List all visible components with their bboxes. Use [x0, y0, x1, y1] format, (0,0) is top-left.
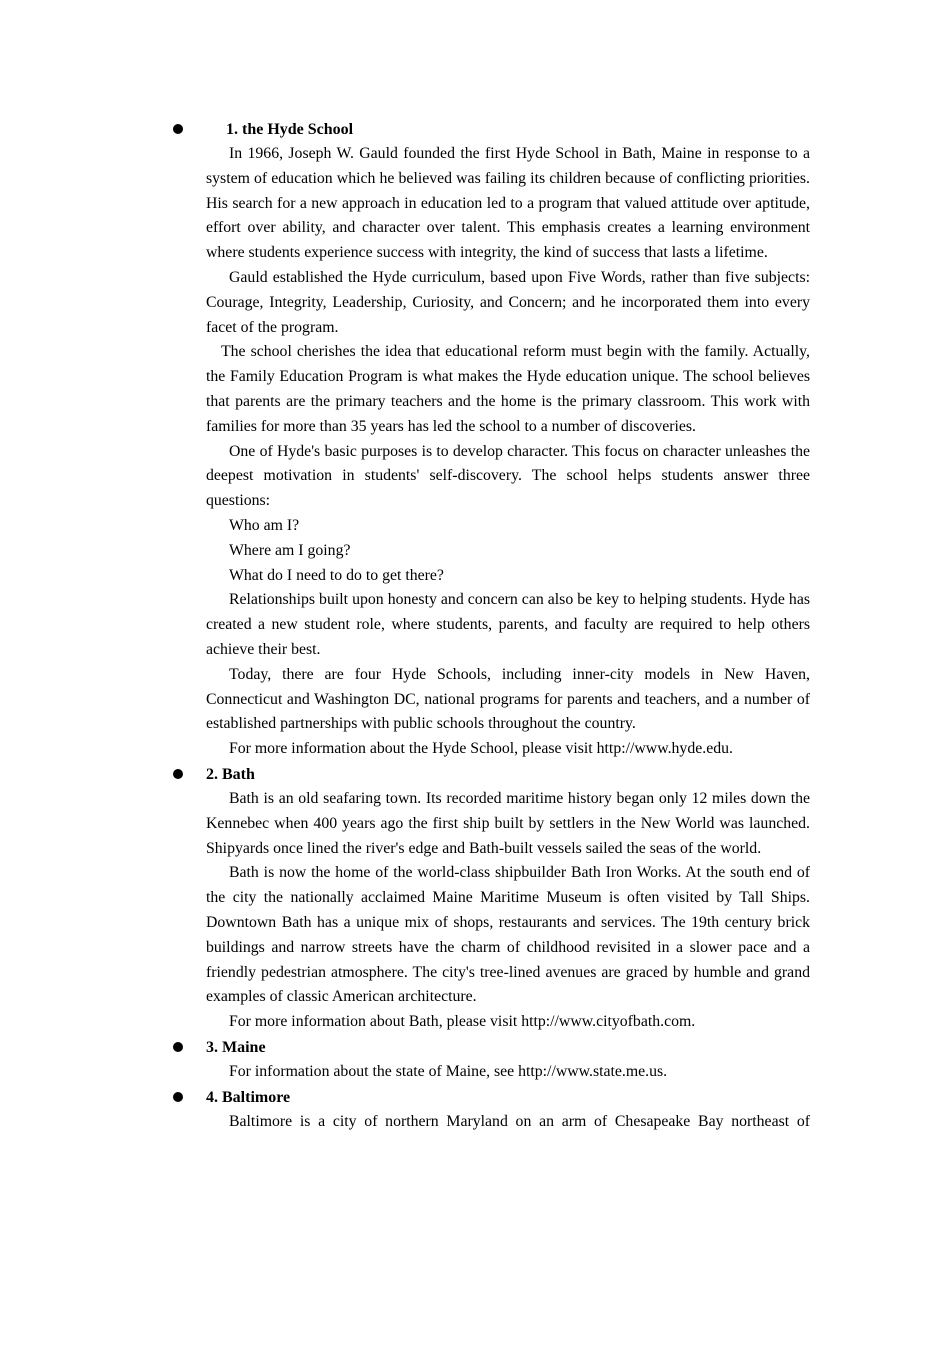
- more-info-line: For information about the state of Maine, see http://www.state.me.us.: [229, 1062, 668, 1080]
- paragraph: Gauld established the Hyde curriculum, based upon Five Words, rather than five subjects: Courage, Integrity, Leadership, Curiosity, and Concern; and he incorporated them into every facet of the program.: [206, 268, 810, 336]
- section-maine: [206, 1035, 810, 1085]
- section-hyde-school: [206, 117, 810, 762]
- question-line: Where am I going?: [229, 541, 351, 559]
- paragraph: In 1966, Joseph W. Gauld founded the first Hyde School in Bath, Maine in response to a system of education which he believed was failing its children because of conflicting priorities. His search for a new approach in education led to a program that valued attitude over aptitude, effort over ability, and character over talent. This emphasis creates a learning environment where students experience success with integrity, the kind of success that lasts a lifetime.: [206, 145, 810, 262]
- more-info-line: For more information about Bath, please visit http://www.cityofbath.com.: [229, 1013, 696, 1031]
- section-heading: [206, 1035, 810, 1060]
- paragraph: Bath is an old seafaring town. Its recorded maritime history began only 12 miles down the Kennebec when 400 years ago the first ship built by settlers in the New World was launched. Shipyards once lined the river's edge and Bath-built vessels sailed the seas of the world.: [206, 789, 810, 857]
- more-info-line: For more information about the Hyde School, please visit http://www.hyde.edu.: [229, 740, 733, 758]
- heading-text: 4. Baltimore: [206, 1088, 291, 1106]
- paragraph: Bath is now the home of the world-class shipbuilder Bath Iron Works. At the south end of the city the nationally acclaimed Maine Maritime Museum is often visited by Tall Ships. Downtown Bath has a unique mix of shops, restaurants and services. The 19th century brick buildings and narrow streets have the charm of childhood revisited in a slower pace and a friendly pedestrian atmosphere. The city's tree-lined avenues are graced by humble and grand examples of classic American architecture.: [206, 864, 810, 1006]
- bullet-icon: [173, 769, 183, 779]
- question-line: Who am I?: [229, 516, 300, 534]
- heading-text: 3. Maine: [206, 1038, 266, 1056]
- bullet-icon: [173, 124, 183, 134]
- paragraph: Baltimore is a city of northern Maryland on an arm of Chesapeake Bay northeast of: [229, 1112, 810, 1130]
- paragraph: The school cherishes the idea that educational reform must begin with the family. Actually, the Family Education Program is what makes the Hyde education unique. The school believes that parents are the primary teachers and the home is the primary classroom. This work with families for more than 35 years has led the school to a number of discoveries.: [206, 343, 810, 435]
- section-heading: [206, 1085, 810, 1110]
- bullet-icon: [173, 1092, 183, 1102]
- document-body: [206, 117, 810, 1134]
- section-bath: [206, 762, 810, 1035]
- section-baltimore: [206, 1085, 810, 1135]
- section-heading: [206, 117, 810, 142]
- paragraph: Today, there are four Hyde Schools, including inner-city models in New Haven, Connecticut and Washington DC, national programs for parents and teachers, and a number of established partnerships with public schools throughout the country.: [206, 665, 810, 733]
- heading-text: 2. Bath: [206, 765, 255, 783]
- section-heading: [206, 762, 810, 787]
- paragraph: Relationships built upon honesty and concern can also be key to helping students. Hyde has created a new student role, where students, parents, and faculty are required to help others achieve their best.: [206, 591, 810, 658]
- question-line: What do I need to do to get there?: [229, 566, 444, 584]
- paragraph: One of Hyde's basic purposes is to develop character. This focus on character unleashes the deepest motivation in students' self-discovery. The school helps students answer three questions:: [206, 442, 810, 510]
- heading-text: 1. the Hyde School: [226, 121, 354, 138]
- bullet-icon: [173, 1042, 183, 1052]
